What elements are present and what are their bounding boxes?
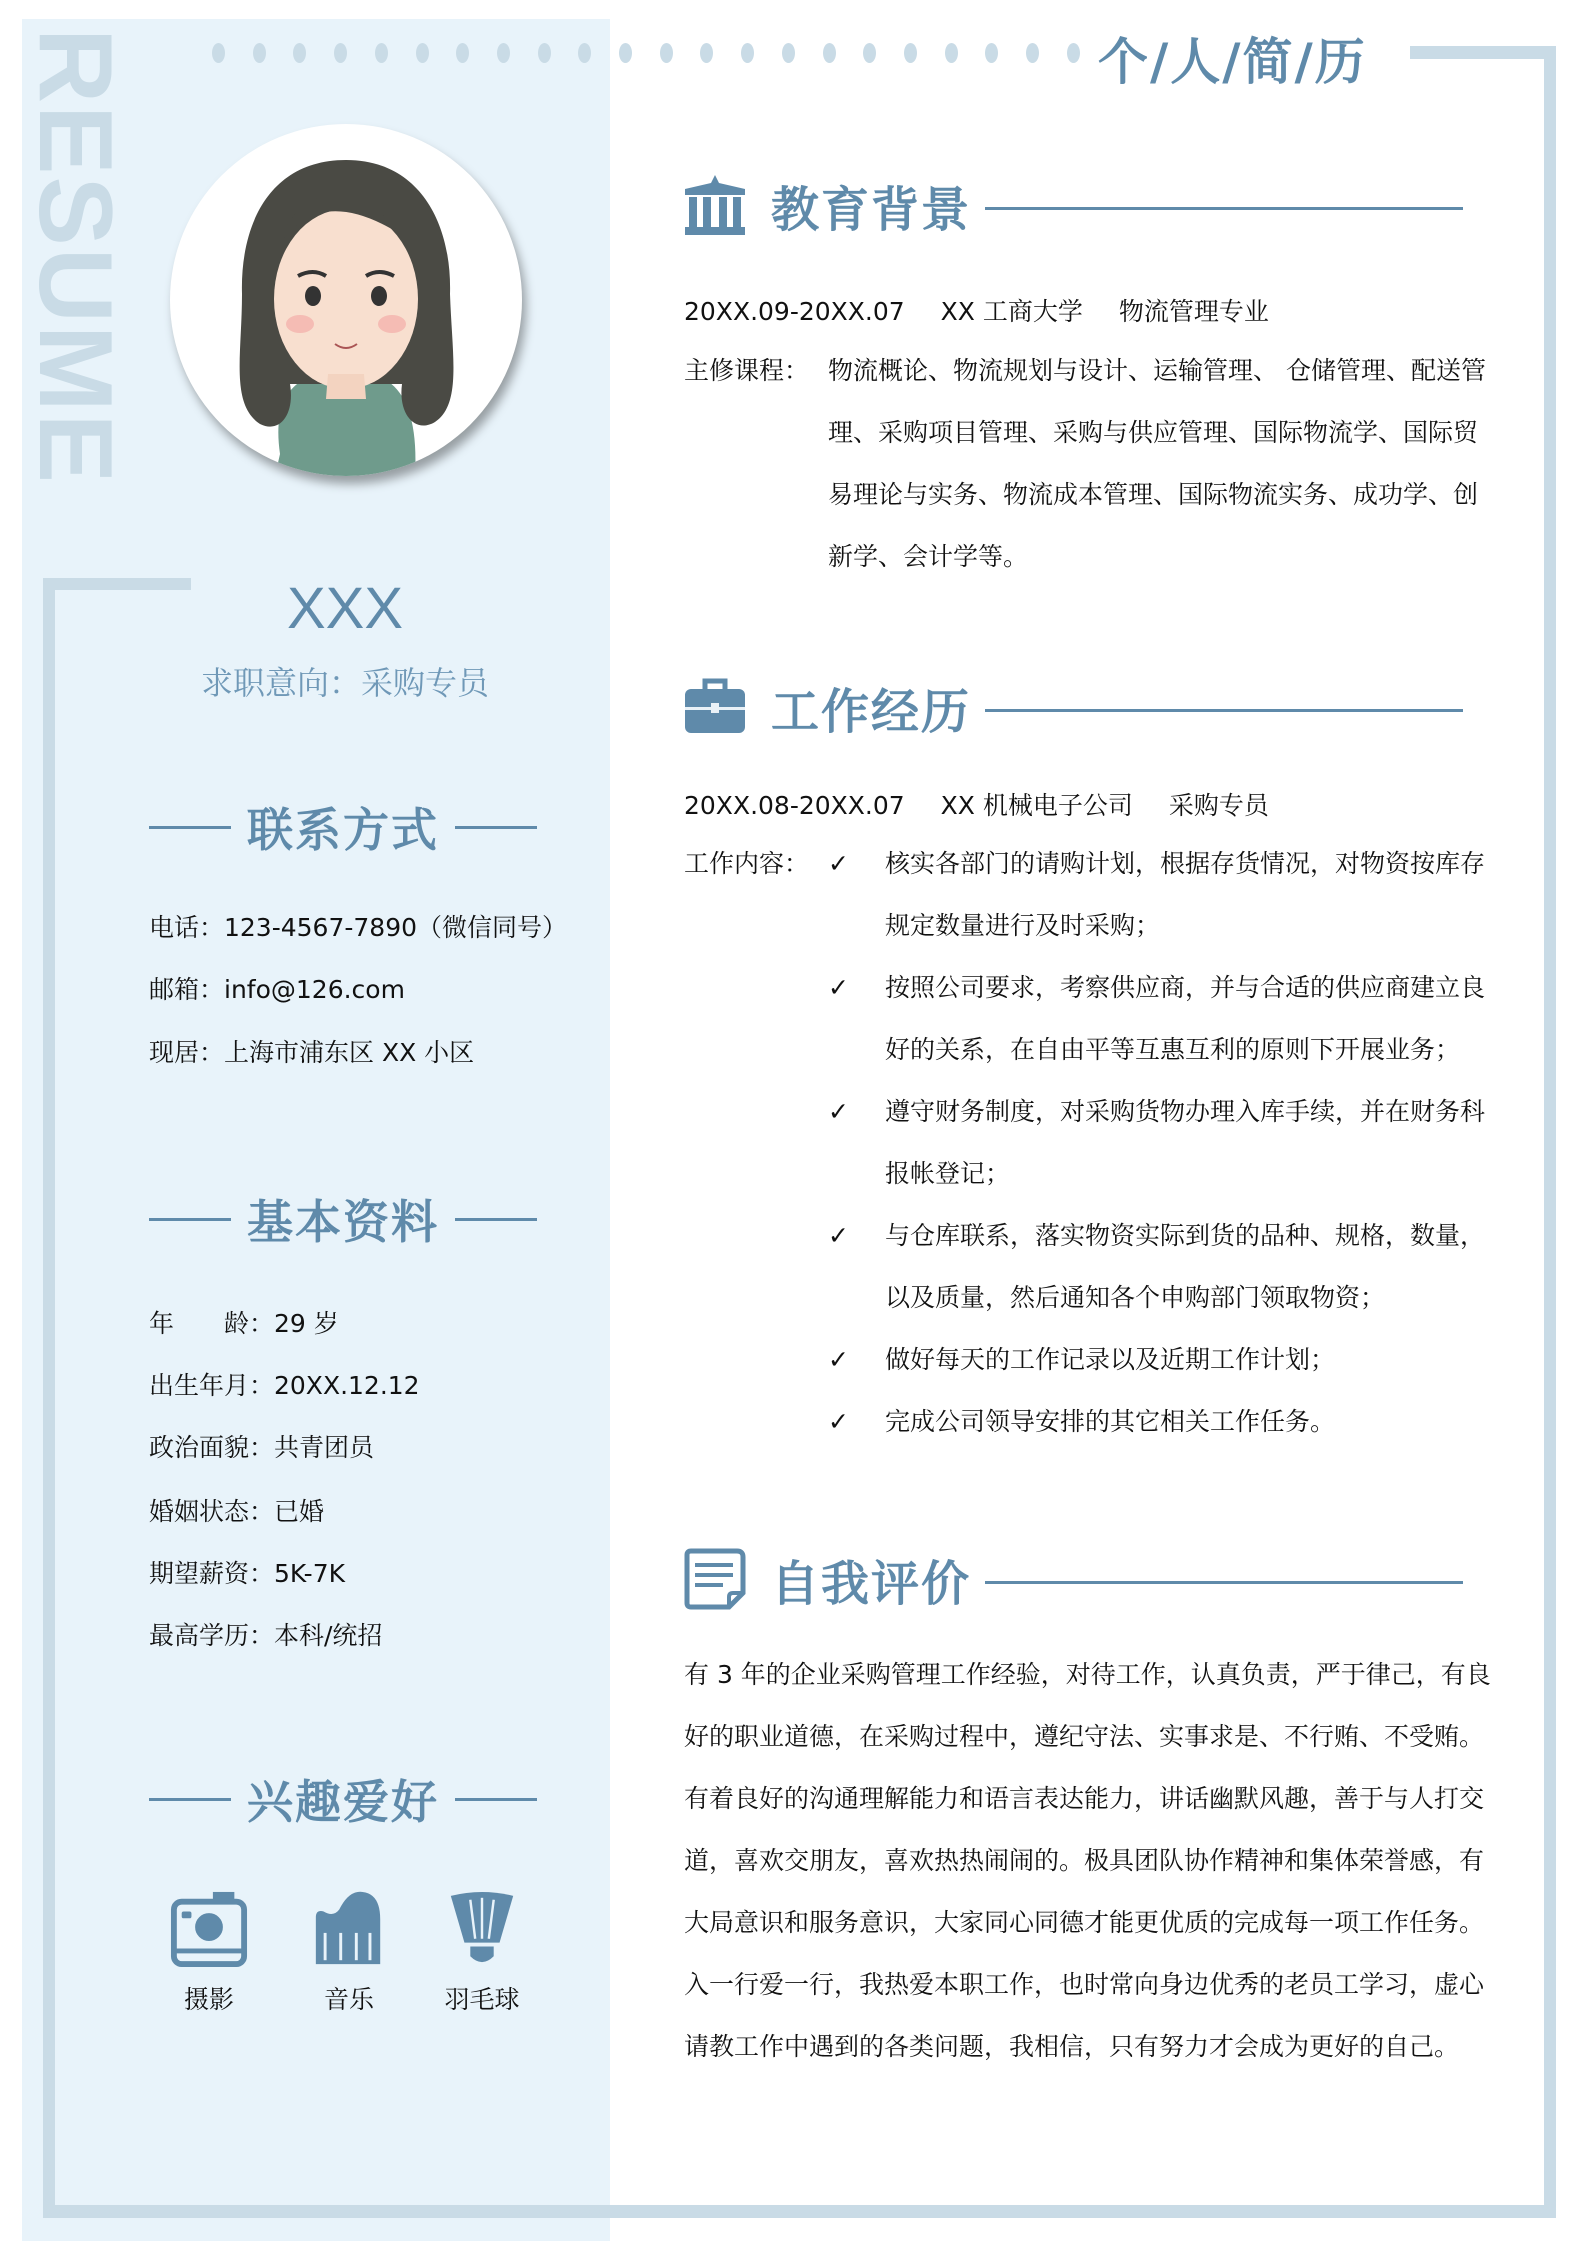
decor-dot <box>823 43 836 63</box>
work-duty-item <box>828 1081 1485 1205</box>
check-icon: ✓ <box>828 1221 849 1250</box>
decor-dot <box>334 43 347 63</box>
courses-line: 理、采购项目管理、采购与供应管理、国际物流学、国际贸 <box>828 418 1479 447</box>
work-duty-line: 遵守财务制度，对采购货物办理入库手续，并在财务科 <box>885 1097 1486 1126</box>
work-period: 20XX.08-20XX.07 <box>684 791 905 820</box>
frame-top <box>1410 46 1556 59</box>
decor-dot <box>538 43 551 63</box>
basic-education: 最高学历：本科/统招 <box>149 1621 383 1650</box>
building-icon <box>683 173 747 237</box>
self-eval-heading: 自我评价 <box>683 1544 1463 1614</box>
courses-text <box>828 340 1486 588</box>
work-content-label: 工作内容： <box>684 849 810 878</box>
work-duty-line: 按照公司要求，考察供应商，并与合适的供应商建立良 <box>885 973 1486 1002</box>
hobby-label: 羽毛球 <box>444 1985 520 2014</box>
decor-dot <box>782 43 795 63</box>
decor-dot <box>497 43 510 63</box>
decor-dot <box>1026 43 1039 63</box>
decor-dot <box>985 43 998 63</box>
camera-icon <box>170 1890 248 1968</box>
work-company: XX 机械电子公司 <box>940 791 1133 820</box>
work-duty-item <box>828 833 1485 957</box>
basic-political: 政治面貌：共青团员 <box>149 1433 375 1462</box>
decor-dot <box>660 43 673 63</box>
self-eval-line: 好的职业道德，在采购过程中，遵纪守法、实事求是、不行贿、不受贿。 <box>684 1722 1485 1751</box>
work-duty-line: 核实各部门的请购计划，根据存货情况，对物资按库存 <box>885 849 1486 878</box>
decor-dot <box>212 43 225 63</box>
frame-bottom <box>43 2205 1556 2218</box>
self-eval-line: 有 3 年的企业采购管理工作经验，对待工作，认真负责，严于律己，有良 <box>684 1660 1491 1689</box>
decor-dot <box>945 43 958 63</box>
resume-watermark: RESUME <box>17 28 133 485</box>
decor-dot <box>700 43 713 63</box>
decor-dot <box>863 43 876 63</box>
education-heading: 教育背景 <box>683 170 1463 240</box>
basic-heading: 基本资料 <box>149 1189 537 1249</box>
work-duty-line: 报帐登记； <box>885 1159 1011 1188</box>
self-eval-line: 道，喜欢交朋友，喜欢热热闹闹的。极具团队协作精神和集体荣誉感，有 <box>684 1846 1485 1875</box>
work-duty-item <box>828 1329 1485 1391</box>
decor-dot <box>904 43 917 63</box>
decor-dot <box>375 43 388 63</box>
shuttlecock-icon <box>443 1890 521 1968</box>
self-eval-line: 请教工作中遇到的各类问题，我相信，只有努力才会成为更好的自己。 <box>684 2032 1460 2061</box>
work-duty-item <box>828 1391 1485 1453</box>
work-duty-line: 与仓库联系，落实物资实际到货的品种、规格，数量， <box>885 1221 1486 1250</box>
work-duty-item <box>828 957 1485 1081</box>
education-entry <box>684 292 1269 328</box>
hobby-label: 音乐 <box>323 1985 374 2014</box>
self-eval-line: 有着良好的沟通理解能力和语言表达能力，讲话幽默风趣，善于与人打交 <box>684 1784 1485 1813</box>
hobby-photography <box>159 1890 259 2016</box>
decor-dot <box>741 43 754 63</box>
courses-line: 物流概论、物流规划与设计、运输管理、 仓储管理、配送管 <box>828 356 1486 385</box>
contact-heading: 联系方式 <box>149 797 537 857</box>
courses-line: 易理论与实务、物流成本管理、国际物流实务、成功学、创 <box>828 480 1479 509</box>
work-duty-line: 完成公司领导安排的其它相关工作任务。 <box>885 1407 1336 1436</box>
contact-phone: 电话：123-4567-7890（微信同号） <box>149 913 568 942</box>
decor-dot <box>253 43 266 63</box>
contact-address: 现居：上海市浦东区 XX 小区 <box>149 1038 475 1067</box>
work-duty-line: 规定数量进行及时采购； <box>885 911 1161 940</box>
check-icon: ✓ <box>828 1345 849 1374</box>
work-position: 采购专员 <box>1168 791 1269 820</box>
courses-label: 主修课程： <box>684 356 810 385</box>
frame-left <box>43 578 55 2218</box>
education-school: XX 工商大学 <box>940 297 1083 326</box>
work-duties <box>828 833 1485 1453</box>
work-duty-line: 好的关系，在自由平等互惠互利的原则下开展业务； <box>885 1035 1461 1064</box>
document-icon <box>683 1547 747 1611</box>
basic-age: 年 龄：29 岁 <box>149 1309 339 1338</box>
work-duty-item <box>828 1205 1485 1329</box>
page-title: 个/人/简/历 <box>1098 33 1367 91</box>
work-heading: 工作经历 <box>683 672 1463 742</box>
basic-marital: 婚姻状态：已婚 <box>149 1497 325 1526</box>
check-icon: ✓ <box>828 1097 849 1126</box>
self-eval-text <box>684 1644 1491 2078</box>
candidate-name: XXX <box>286 576 404 641</box>
basic-salary: 期望薪资：5K-7K <box>149 1559 345 1588</box>
self-eval-line: 大局意识和服务意识，大家同心同德才能更优质的完成每一项工作任务。 <box>684 1908 1485 1937</box>
piano-icon <box>310 1890 388 1968</box>
frame-right <box>1544 46 1556 2218</box>
contact-email: 邮箱：info@126.com <box>149 975 405 1004</box>
education-major: 物流管理专业 <box>1118 297 1269 326</box>
avatar <box>170 124 522 476</box>
hobby-label: 摄影 <box>183 1985 234 2014</box>
work-duty-line: 以及质量，然后通知各个申购部门领取物资； <box>885 1283 1386 1312</box>
work-entry <box>684 786 1269 822</box>
self-eval-line: 入一行爱一行，我热爱本职工作，也时常向身边优秀的老员工学习，虚心 <box>684 1970 1485 1999</box>
briefcase-icon <box>683 675 747 739</box>
hobby-badminton <box>432 1890 532 2016</box>
hobbies-heading: 兴趣爱好 <box>149 1769 537 1829</box>
work-duty-line: 做好每天的工作记录以及近期工作计划； <box>885 1345 1336 1374</box>
decor-dot <box>1067 43 1080 63</box>
job-intent: 求职意向：采购专员 <box>200 664 489 702</box>
courses-line: 新学、会计学等。 <box>828 542 1029 571</box>
hobby-music <box>299 1890 399 2016</box>
check-icon: ✓ <box>828 1407 849 1436</box>
check-icon: ✓ <box>828 973 849 1002</box>
decor-dot <box>619 43 632 63</box>
avatar-illustration <box>170 124 522 476</box>
check-icon: ✓ <box>828 849 849 878</box>
education-period: 20XX.09-20XX.07 <box>684 297 905 326</box>
basic-birth: 出生年月：20XX.12.12 <box>149 1371 420 1400</box>
decor-dot <box>416 43 429 63</box>
